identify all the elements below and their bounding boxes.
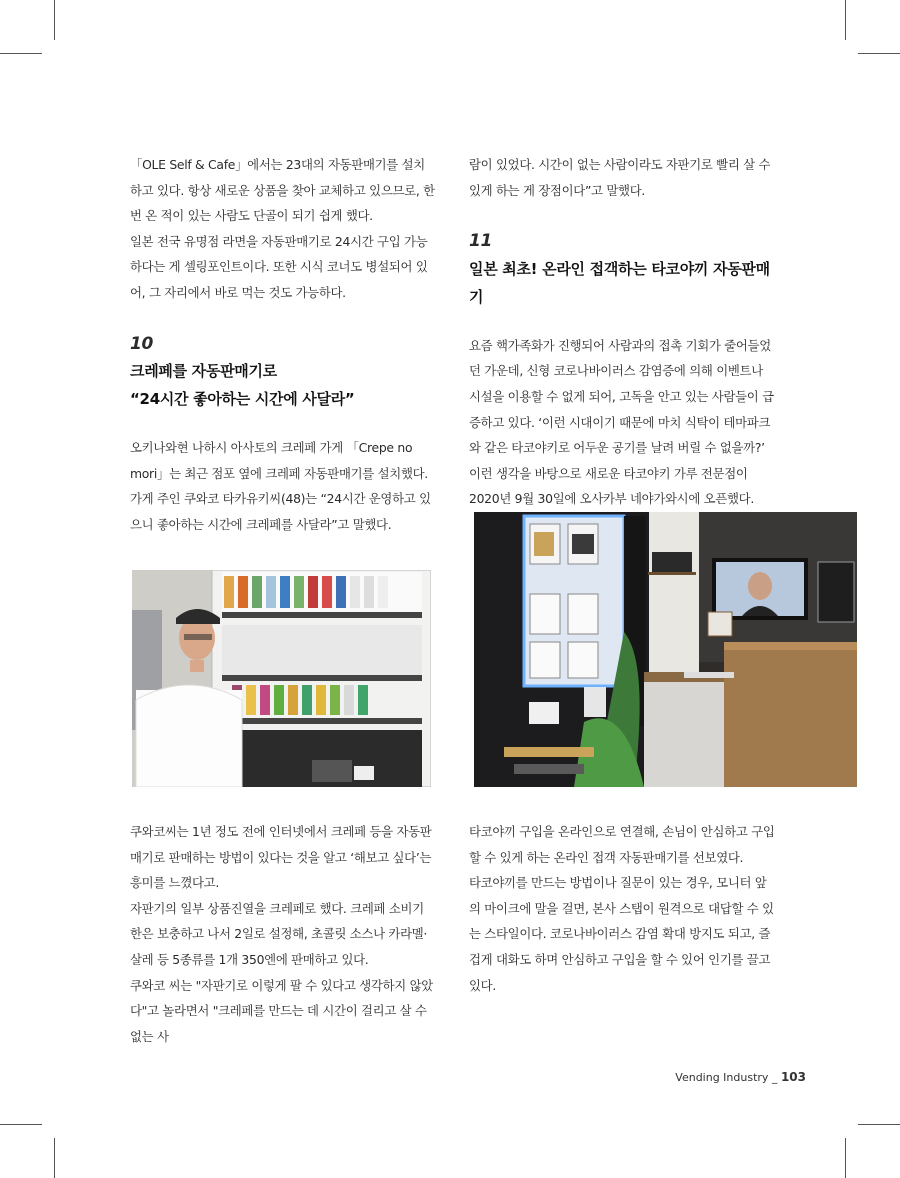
section-10-title: 크레페를 자동판매기로 — [130, 362, 277, 381]
intro-paragraph: 「OLE Self & Cafe」에서는 23대의 자동판매기를 설치하고 있다. 항상 새로운 상품을 찾아 교체하고 있으므로, 한 번 온 적이 있는 사람도 단골이 되기 쉽게 했다. — [130, 157, 435, 224]
page-number: 103 — [780, 1070, 806, 1084]
section-10-paragraph: 오키나와현 나하시 아사토의 크레페 가게 「Crepe no mori」는 최근 점포 옆에 크레페 자동판매기를 설치했다. 가게 주인 쿠와코 타카유키씨(48)는 “24시간 운영하고 있으니 좋아하는 시간에 크레페를 사달라”고 말했다. — [130, 440, 431, 532]
body-paragraph: 쿠와코 씨는 "자판기로 이렇게 팔 수 있다고 생각하지 않았다"고 놀라면서 "크레페를 만드는 데 시간이 걸리고 살 수 없는 사 — [130, 977, 433, 1044]
right-column-lower — [469, 819, 778, 998]
crop-mark — [858, 53, 900, 54]
body-paragraph: 타코야끼 구입을 온라인으로 연결해, 손님이 안심하고 구입할 수 있게 하는 온라인 접객 자동판매기를 선보였다. — [469, 824, 775, 865]
section-10-number: 10 — [130, 333, 154, 354]
crop-mark — [54, 0, 55, 40]
body-paragraph: 타코야끼를 만드는 방법이나 질문이 있는 경우, 모니터 앞의 마이크에 말을 걸면, 본사 스탭이 원격으로 대답할 수 있는 스타일이다. 코로나바이러스 감염 확대 방지도 되고, 즐겁게 대화도 하며 안심하고 구입을 할 수 있어 인기를 끌고 있다. — [469, 875, 774, 993]
section-11-title: 일본 최초! 온라인 접객하는 타코야끼 자동판매기 — [469, 259, 770, 306]
continued-paragraph: 람이 있었다. 시간이 없는 사람이라도 자판기로 빨리 살 수 있게 하는 게 장점이다”고 말했다. — [469, 157, 771, 198]
left-column-lower — [130, 819, 435, 1049]
magazine-name: Vending Industry _ — [675, 1071, 778, 1084]
crop-mark — [845, 0, 846, 40]
right-column — [469, 152, 778, 512]
page-footer — [675, 1070, 806, 1084]
crop-mark — [0, 53, 42, 54]
crepe-vending-machine-photo — [132, 570, 431, 787]
crop-mark — [858, 1124, 900, 1125]
section-11-number: 11 — [469, 231, 493, 252]
crop-mark — [845, 1138, 846, 1178]
intro-paragraph: 일본 전국 유명점 라면을 자동판매기로 24시간 구입 가능하다는 게 셀링포인트이다. 또한 시식 코너도 병설되어 있어, 그 자리에서 바로 먹는 것도 가능하다. — [130, 233, 428, 300]
left-column — [130, 152, 435, 538]
takoyaki-vending-machine-photo — [474, 512, 857, 787]
section-11-paragraph: 요즘 핵가족화가 진행되어 사람과의 접촉 기회가 줄어들었던 가운데, 신형 코로나바이러스 감염증에 의해 이벤트나 시설을 이용할 수 없게 되어, 고독을 안고 있는 사람들이 급증하고 있다. ‘이런 시대이기 때문에 마치 식탁이 테마파크와 같은 타코야키로 어두운 공기를 날려 버릴 수 없을까?’ — [469, 337, 774, 456]
crop-mark — [0, 1124, 42, 1125]
crop-mark — [54, 1138, 55, 1178]
section-11-paragraph: 이런 생각을 바탕으로 새로운 타코야키 가루 전문점이 2020년 9월 30일에 오사카부 네야가와시에 오픈했다. — [469, 465, 754, 507]
body-paragraph: 쿠와코씨는 1년 정도 전에 인터넷에서 크레페 등을 자동판매기로 판매하는 방법이 있다는 것을 알고 ‘해보고 싶다’는 흥미를 느꼈다고. — [130, 824, 432, 891]
body-paragraph: 자판기의 일부 상품진열을 크레페로 했다. 크레페 소비기한은 보충하고 나서 2일로 설정해, 초콜릿 소스나 카라멜·살레 등 5종류를 1개 350엔에 판매하고 있다. — [130, 900, 428, 967]
section-10-subtitle: “24시간 좋아하는 시간에 사달라” — [130, 390, 355, 409]
